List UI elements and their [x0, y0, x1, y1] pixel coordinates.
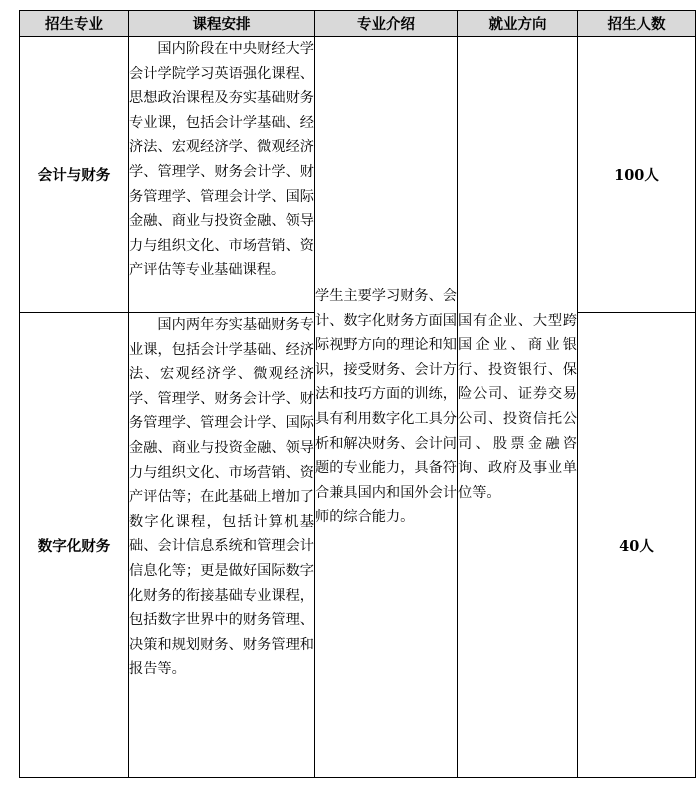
header-career: 就业方向 [458, 11, 578, 37]
header-quota: 招生人数 [578, 11, 696, 37]
major-intro-cell [315, 37, 458, 778]
major-name-accounting: 会计与财务 [20, 37, 129, 313]
admissions-table [19, 10, 696, 778]
header-courses: 课程安排 [129, 11, 315, 37]
quota-accounting: 100人 [578, 37, 696, 313]
header-major: 招生专业 [20, 11, 129, 37]
major-intro-text: 学生主要学习财务、会计、数字化财务方面国际视野方向的理论和知识，接受财务、会计方法和技巧方面的训练，具有利用数字化工具分析和解决财务、会计问题的专业能力，具备符合兼具国内和国外会计师的综合能力。 [315, 288, 457, 526]
courses-text: 国内阶段在中央财经大学会计学院学习英语强化课程、思想政治课程及夯实基础财务专业课，包括会计学基础、经济法、宏观经济学、微观经济学、管理学、财务会计学、财务管理学、管理会计学、国际金融、商业与投资金融、领导力与组织文化、市场营销、资产评估等专业基础课程。 [129, 41, 314, 279]
table-row [20, 37, 696, 313]
header-row [20, 11, 696, 37]
career-direction-cell [458, 37, 578, 778]
quota-digital-finance: 40人 [578, 313, 696, 778]
courses-accounting [129, 37, 315, 313]
header-intro: 专业介绍 [315, 11, 458, 37]
major-name-digital-finance: 数字化财务 [20, 313, 129, 778]
courses-text: 国内两年夯实基础财务专业课，包括会计学基础、经济法、宏观经济学、微观经济学、管理学、财务会计学、财务管理学、管理会计学、国际金融、商业与投资金融、领导力与组织文化、市场营销、资产评估等；在此基础上增加了数字化课程，包括计算机基础、会计信息系统和管理会计信息化等；更是做好国际数字化财务的衔接基础专业课程，包括数字世界中的财务管理、决策和规划财务、财务管理和报告等。 [129, 317, 314, 678]
courses-digital-finance [129, 313, 315, 778]
career-direction-text: 国有企业、大型跨国企业、商业银行、投资银行、保险公司、证券交易公司、投资信托公司、股票金融咨询、政府及事业单位等。 [458, 312, 577, 501]
